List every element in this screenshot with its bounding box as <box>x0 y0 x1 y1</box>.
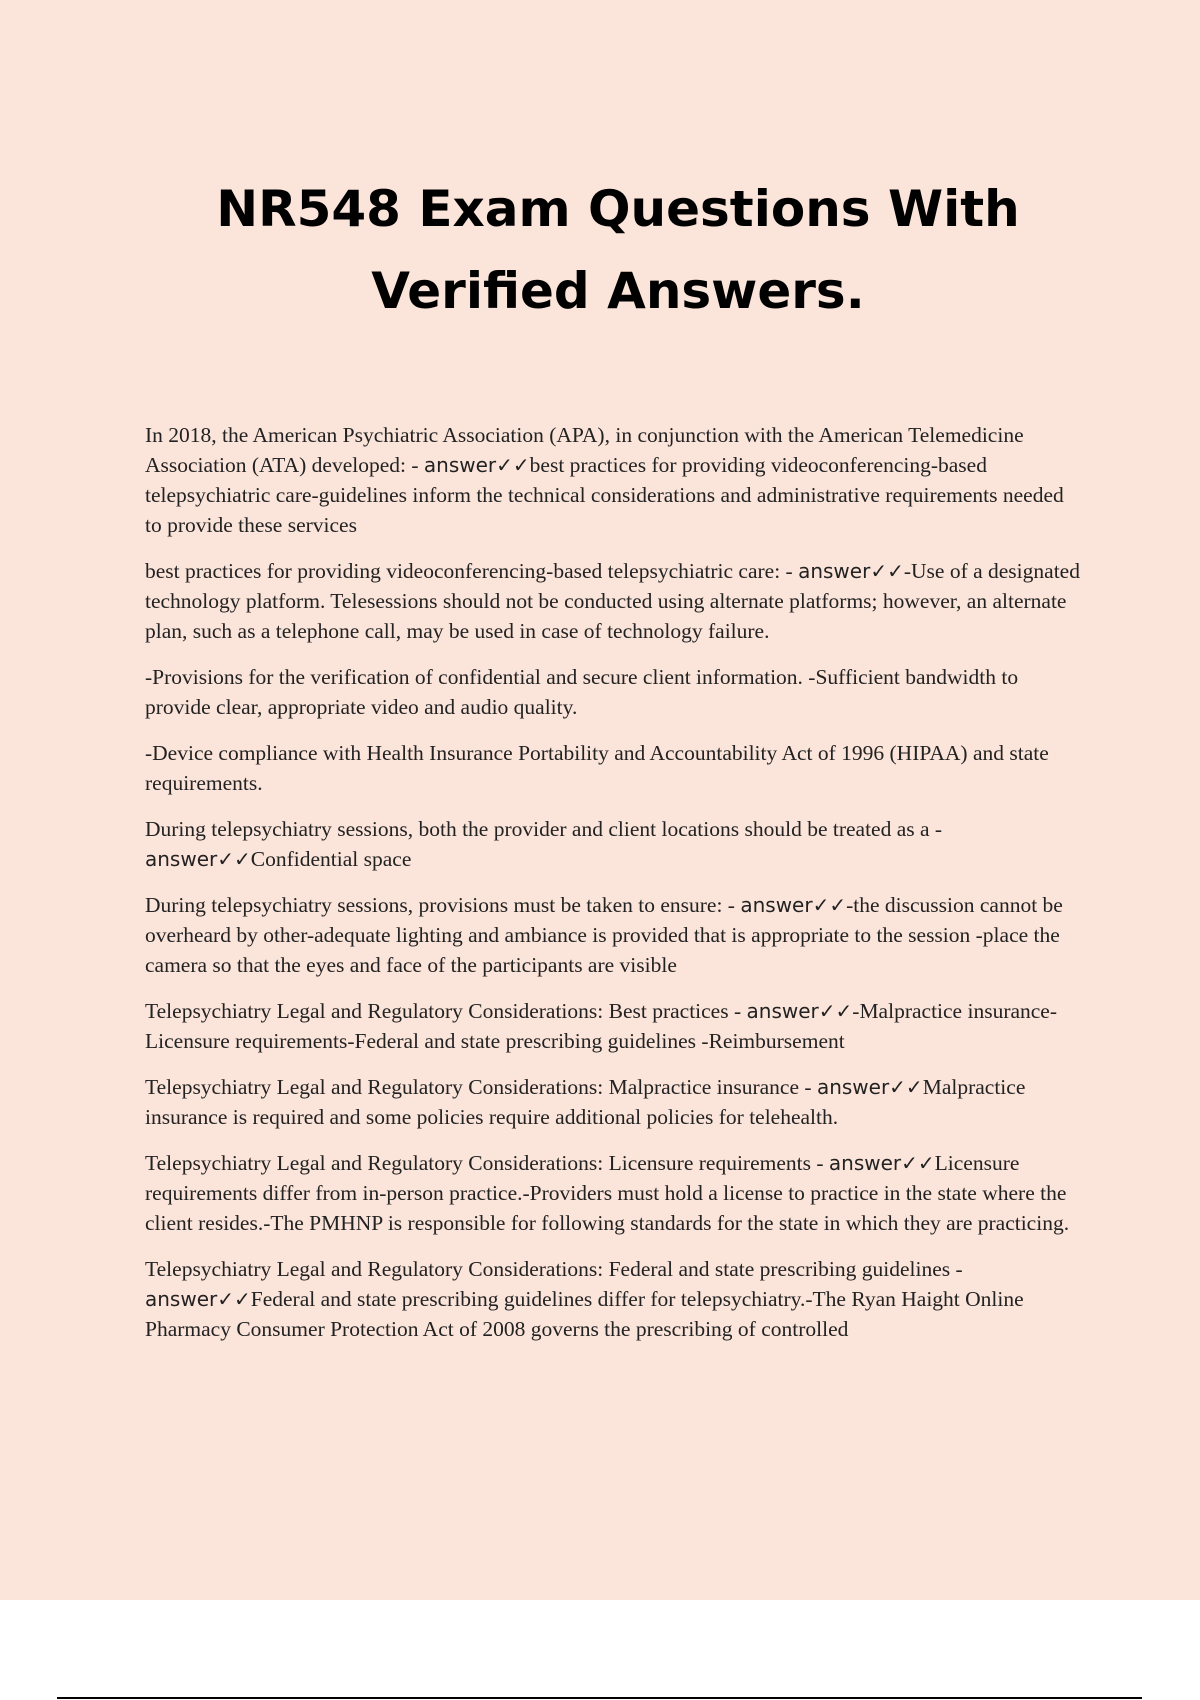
title-line-2: Verified Answers. <box>371 262 865 320</box>
answer-marker: answer✓✓ <box>828 1151 935 1175</box>
document-title <box>0 168 1200 332</box>
continuation-paragraph: -Provisions for the verification of confidential and secure client information. -Sufficient bandwidth to provide clear, appropriate video and audio quality. <box>145 665 1019 719</box>
answer-marker: answer✓✓ <box>798 559 904 583</box>
qa-paragraph: best practices for providing videoconferencing-based telepsychiatric care: - answer✓✓-Use of a designated technology platform. Telesessions should not be conducted using alternate platforms; however, an alternate plan, such as a telephone call, may be used in case of technology failure. <box>145 559 1080 643</box>
document-body <box>145 420 1085 1360</box>
answer-marker: answer✓✓ <box>145 847 251 871</box>
qa-paragraph: Telepsychiatry Legal and Regulatory Considerations: Malpractice insurance - answer✓✓Malpractice insurance is required and some policies require additional policies for telehealth. <box>145 1075 1026 1129</box>
qa-paragraph: During telepsychiatry sessions, both the provider and client locations should be treated as a - answer✓✓Confidential space <box>145 817 943 871</box>
qa-paragraph: Telepsychiatry Legal and Regulatory Considerations: Licensure requirements - answer✓✓Licensure requirements differ from in-person practice.-Providers must hold a license to practice in the state where the client resides.-The PMHNP is responsible for following standards for the state in which they are practicing. <box>145 1151 1070 1235</box>
continuation-paragraph: -Device compliance with Health Insurance Portability and Accountability Act of 1996 (HIPAA) and state requirements. <box>145 741 1049 795</box>
qa-paragraph: During telepsychiatry sessions, provisions must be taken to ensure: - answer✓✓-the discussion cannot be overheard by other-adequate lighting and ambiance is provided that is appropriate to the session -place the camera so that the eyes and face of the participants are visible <box>145 893 1063 977</box>
answer-marker: answer✓✓ <box>816 1075 923 1099</box>
qa-paragraph: In 2018, the American Psychiatric Association (APA), in conjunction with the American Telemedicine Association (ATA) developed: - answer✓✓best practices for providing videoconferencing-based telepsychiatric care-guidelines inform the technical considerations and administrative requirements needed to provide these services <box>145 423 1064 537</box>
answer-marker: answer✓✓ <box>746 999 853 1023</box>
title-line-1: NR548 Exam Questions With <box>216 180 1020 238</box>
answer-marker: answer✓✓ <box>145 1287 251 1311</box>
footer-divider <box>57 1697 1142 1699</box>
qa-paragraph: Telepsychiatry Legal and Regulatory Considerations: Best practices - answer✓✓-Malpractice insurance-Licensure requirements-Federal and state prescribing guidelines -Reimbursement <box>145 999 1058 1053</box>
answer-marker: answer✓✓ <box>740 893 847 917</box>
qa-paragraph: Telepsychiatry Legal and Regulatory Considerations: Federal and state prescribing guidelines - answer✓✓Federal and state prescribing guidelines differ for telepsychiatry.-The Ryan Haight Online Pharmacy Consumer Protection Act of 2008 governs the prescribing of controlled <box>145 1257 1024 1341</box>
answer-marker: answer✓✓ <box>423 453 530 477</box>
